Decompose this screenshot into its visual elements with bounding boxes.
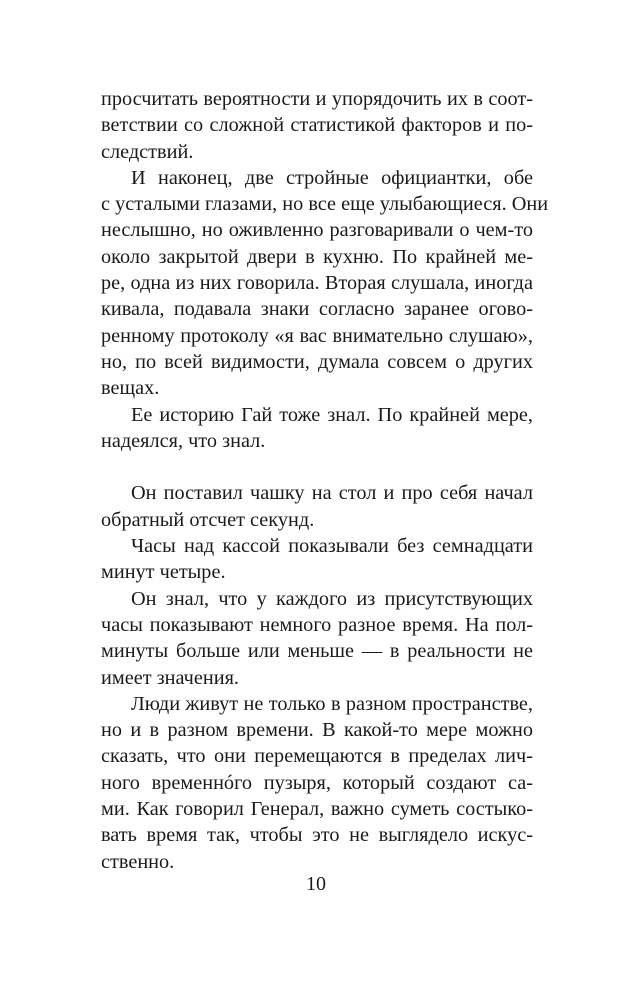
paragraph [101,480,533,533]
text-line: сказать, что они перемещаются в пределах лич- [101,745,533,768]
text-line: ре, одна из них говорила. Вторая слушала, иногда [101,272,533,295]
paragraph [101,86,533,165]
text-line: но и в разном времени. В какой-то мере можно [101,719,533,742]
text-line: ми. Как говорил Генерал, важно суметь состыко- [101,798,533,821]
text-line: вать время так, чтобы это не выглядело искус- [101,824,533,847]
text-line: неслышно, но оживленно разговаривали о чем-то [101,219,533,242]
page-body [101,86,549,875]
paragraph [101,691,533,875]
text-line: следствий. [101,140,194,163]
text-line: Он знал, что у каждого из присутствующих [131,587,533,610]
text-line: минут четыре. [101,561,226,584]
text-line: Часы над кассой показывали без семнадцати [131,535,533,558]
text-line: вещах. [101,377,160,400]
text-line: минуты больше или меньше — в реальности не [101,640,533,663]
text-line: И наконец, две стройные официантки, обе [131,166,533,189]
page-number: 10 [306,873,326,895]
text-line: кивала, подавала знаки согласно заранее огово- [101,298,533,321]
text-line: имеет значения. [101,666,239,689]
text-line: обратный отсчет секунд. [101,508,315,531]
text-line: Ее историю Гай тоже знал. По крайней мере, [131,403,533,426]
text-line: Люди живут не только в разном пространстве, [131,692,533,715]
text-line: ного временнóго пузыря, который создают са- [101,771,533,794]
text-line: ветствии со сложной статистикой факторов и по- [101,114,533,137]
text-line: ственно. [101,850,175,873]
text-line: просчитать вероятности и упорядочить их в соот- [101,88,533,110]
text-line: надеялся, что знал. [101,429,266,452]
paragraph [101,533,533,586]
text-line: Он поставил чашку на стол и про себя начал [131,482,533,505]
text-line: часы показывают немного разное время. На пол- [101,613,533,636]
text-line: около закрытой двери в кухню. По крайней ме- [101,245,533,268]
text-line: ренному протоколу «я вас внимательно слушаю», [101,324,533,347]
text-line: но, по всей видимости, думала совсем о других [101,350,533,373]
paragraph [101,165,549,402]
paragraph [101,586,533,691]
paragraph [101,402,533,455]
text-line: с усталыми глазами, но все еще улыбающиеся. Они [101,193,549,216]
section-break [101,454,533,480]
